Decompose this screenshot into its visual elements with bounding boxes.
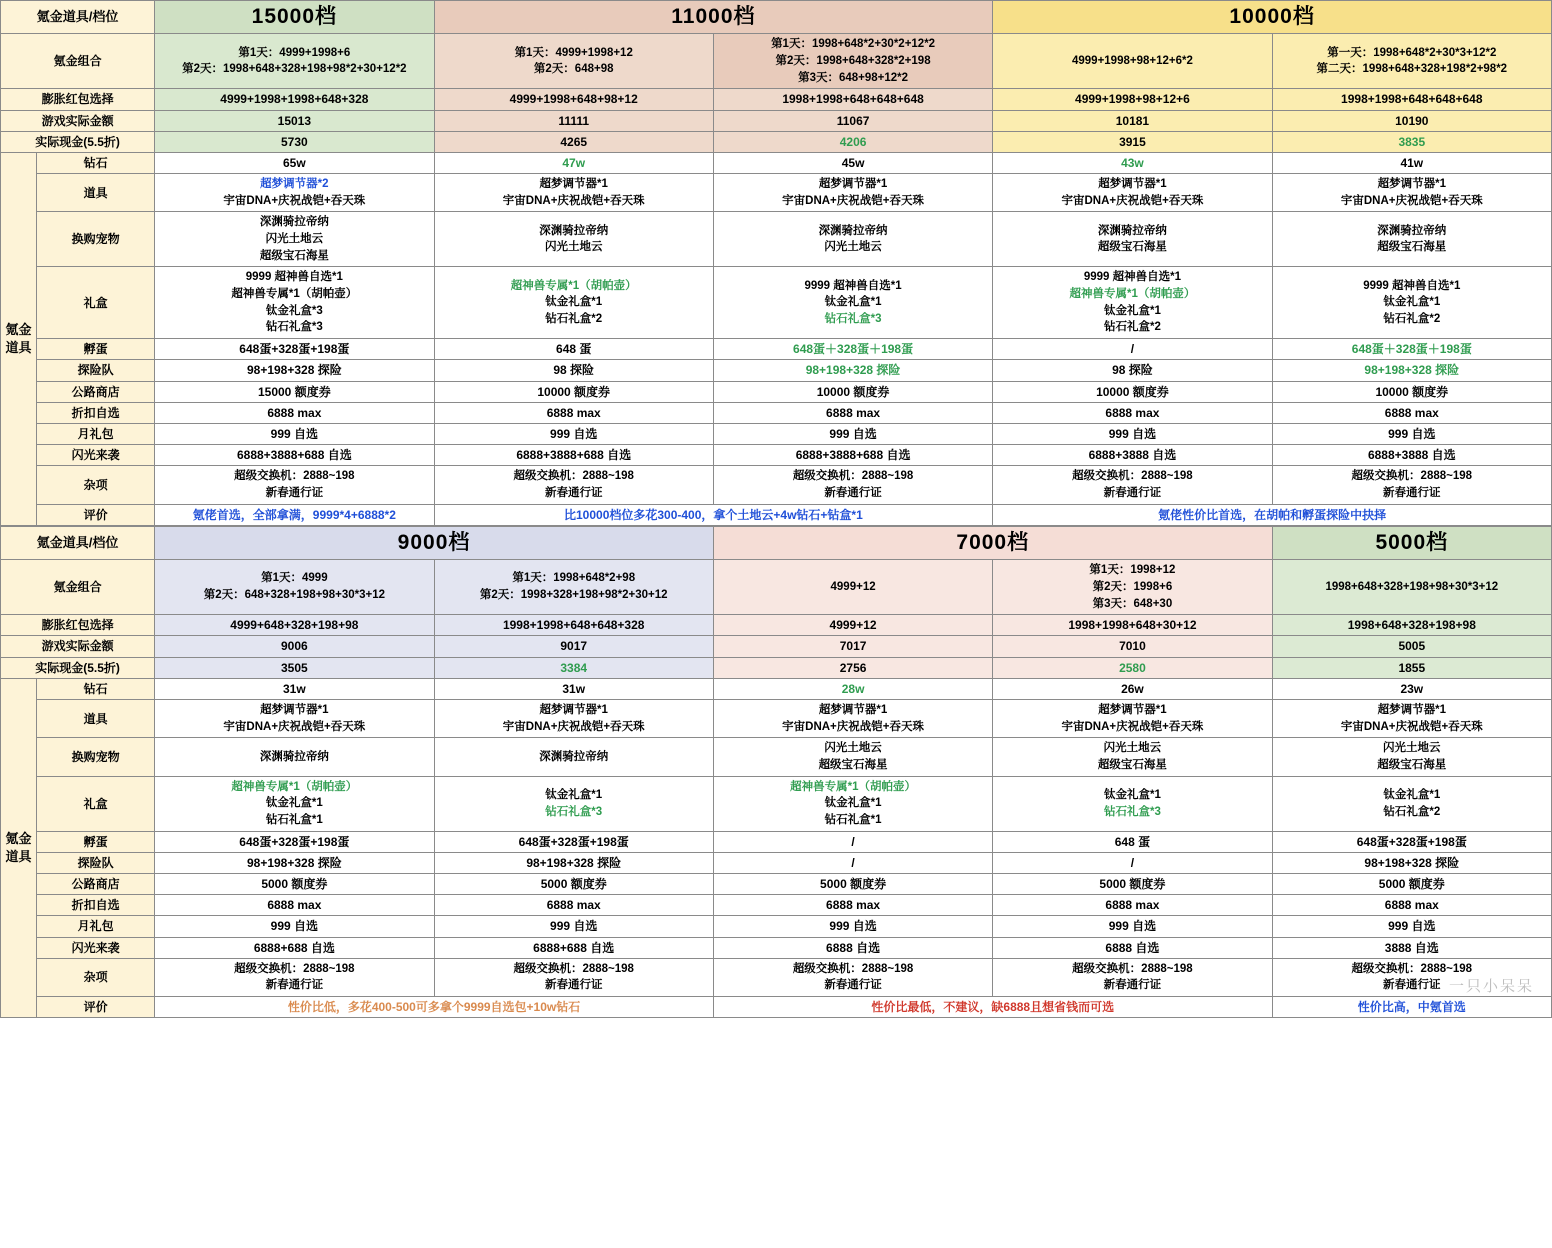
diamond-cell: 28w [713,678,992,699]
tier-header-label: 氪金道具/档位 [1,1,155,34]
giftbox-cell: 9999 超神兽自选*1 钛金礼盒*1 钻石礼盒*2 [1272,267,1551,339]
giftbox-cell: 钛金礼盒*1 钻石礼盒*2 [1272,776,1551,831]
shop-cell: 5000 额度券 [713,874,992,895]
game-amount-cell: 10181 [993,110,1272,131]
real-cash-cell: 3915 [993,131,1272,152]
game-amount-cell: 5005 [1272,636,1551,657]
monthly-cell: 999 自选 [434,916,713,937]
table1-header-row [1,1,1552,34]
pets-cell: 闪光土地云 超级宝石海星 [1272,738,1551,776]
game-amount-cell: 10190 [1272,110,1551,131]
misc-cell: 超级交换机：2888~198 新春通行证 [155,466,434,504]
real-cash-cell: 3835 [1272,131,1551,152]
expedition-cell: / [713,852,992,873]
misc-cell: 超级交换机：2888~198 新春通行证 [993,466,1272,504]
eggs-cell: / [713,831,992,852]
combo-cell: 第1天：1998+648*2+98 第2天：1998+328+198+98*2+30+12 [434,560,713,615]
monthly-cell: 999 自选 [713,916,992,937]
eggs-cell: 648蛋+328蛋+198蛋 [155,339,434,360]
flash-cell: 6888+3888 自选 [1272,445,1551,466]
flash-cell: 6888+3888+688 自选 [713,445,992,466]
misc-cell: 超级交换机：2888~198 新春通行证 [1272,958,1551,996]
eggs-cell: 648蛋+328蛋+198蛋 [1272,831,1551,852]
table2-redpacket-row [1,615,1552,636]
table2-pets-row [1,738,1552,776]
pets-cell: 闪光土地云 超级宝石海星 [713,738,992,776]
combo-cell: 4999+12 [713,560,992,615]
table1-gameamount-row [1,110,1552,131]
giftbox-cell: 钛金礼盒*1 钻石礼盒*3 [993,776,1272,831]
shop-cell: 10000 额度券 [993,381,1272,402]
flash-cell: 6888 自选 [993,937,1272,958]
row-label-diamond-2: 钻石 [37,678,155,699]
row-label-eggs: 孵蛋 [37,339,155,360]
table2-eggs-row [1,831,1552,852]
row-label-redpacket: 膨胀红包选择 [1,89,155,110]
misc-cell: 超级交换机：2888~198 新春通行证 [713,958,992,996]
table1-redpacket-row [1,89,1552,110]
table1-shop-row [1,381,1552,402]
eggs-cell: 648 蛋 [434,339,713,360]
props-cell: 超梦调节器*1 宇宙DNA+庆祝战铠+吞天珠 [1272,699,1551,737]
props-cell: 超梦调节器*1 宇宙DNA+庆祝战铠+吞天珠 [1272,174,1551,212]
row-label-expedition: 探险队 [37,360,155,381]
row-label-review-2: 评价 [37,997,155,1018]
table1-expedition-row [1,360,1552,381]
table1-pets-row [1,212,1552,267]
flash-cell: 3888 自选 [1272,937,1551,958]
shop-cell: 10000 额度券 [713,381,992,402]
table2-giftbox-row [1,776,1552,831]
giftbox-cell: 9999 超神兽自选*1 超神兽专属*1（胡帕壶） 钛金礼盒*3 钻石礼盒*3 [155,267,434,339]
discount-cell: 6888 max [434,402,713,423]
table2-props-row [1,699,1552,737]
redpacket-cell: 1998+1998+648+648+648 [1272,89,1551,110]
pets-cell: 闪光土地云 超级宝石海星 [993,738,1272,776]
monthly-cell: 999 自选 [434,423,713,444]
row-label-discount: 折扣自选 [37,402,155,423]
props-cell: 超梦调节器*2 宇宙DNA+庆祝战铠+吞天珠 [155,174,434,212]
row-label-shop: 公路商店 [37,381,155,402]
real-cash-cell: 3384 [434,657,713,678]
redpacket-cell: 1998+1998+648+30+12 [993,615,1272,636]
expedition-cell: 98 探险 [993,360,1272,381]
table1-props-row [1,174,1552,212]
row-label-giftbox-2: 礼盒 [37,776,155,831]
redpacket-cell: 4999+648+328+198+98 [155,615,434,636]
row-label-misc: 杂项 [37,466,155,504]
game-amount-cell: 7017 [713,636,992,657]
pets-cell: 深渊骑拉帝纳 [434,738,713,776]
row-label-real-cash: 实际现金(5.5折) [1,131,155,152]
eggs-cell: / [993,339,1272,360]
expedition-cell: 98+198+328 探险 [1272,360,1551,381]
combo-cell: 第1天：4999+1998+12 第2天：648+98 [434,34,713,89]
tier-header-7000: 7000档 [713,526,1272,559]
review-cell: 性价比高，中氪首选 [1272,997,1551,1018]
redpacket-cell: 1998+1998+648+648+328 [434,615,713,636]
table2-flash-row [1,937,1552,958]
monthly-cell: 999 自选 [155,423,434,444]
side-label-items: 氪金道具 [1,152,37,525]
table2-gameamount-row [1,636,1552,657]
table1-giftbox-row [1,267,1552,339]
game-amount-cell: 9017 [434,636,713,657]
table2-combo-row [1,560,1552,615]
giftbox-cell: 9999 超神兽自选*1 钛金礼盒*1 钻石礼盒*3 [713,267,992,339]
props-cell: 超梦调节器*1 宇宙DNA+庆祝战铠+吞天珠 [713,174,992,212]
monthly-cell: 999 自选 [1272,423,1551,444]
discount-cell: 6888 max [1272,895,1551,916]
table2-shop-row [1,874,1552,895]
tier-header-label-2: 氪金道具/档位 [1,526,155,559]
table2-expedition-row [1,852,1552,873]
row-label-monthly-2: 月礼包 [37,916,155,937]
tier-comparison-table-bottom [0,526,1552,1018]
shop-cell: 5000 额度券 [434,874,713,895]
combo-cell: 第一天：1998+648*2+30*3+12*2 第二天：1998+648+328+198*2+98*2 [1272,34,1551,89]
side-label-items-2: 氪金道具 [1,678,37,1018]
misc-cell: 超级交换机：2888~198 新春通行证 [1272,466,1551,504]
flash-cell: 6888+3888 自选 [993,445,1272,466]
eggs-cell: 648 蛋 [993,831,1272,852]
row-label-expedition-2: 探险队 [37,852,155,873]
misc-cell: 超级交换机：2888~198 新春通行证 [155,958,434,996]
table1-misc-row [1,466,1552,504]
discount-cell: 6888 max [713,895,992,916]
table1-realcash-row [1,131,1552,152]
shop-cell: 5000 额度券 [993,874,1272,895]
combo-cell: 第1天：1998+648*2+30*2+12*2 第2天：1998+648+328*2+198 第3天：648+98+12*2 [713,34,992,89]
combo-cell: 4999+1998+98+12+6*2 [993,34,1272,89]
pets-cell: 深渊骑拉帝纳 [155,738,434,776]
row-label-combo: 氪金组合 [1,34,155,89]
pets-cell: 深渊骑拉帝纳 超级宝石海星 [1272,212,1551,267]
giftbox-cell: 超神兽专属*1（胡帕壶） 钛金礼盒*1 钻石礼盒*1 [713,776,992,831]
row-label-game-amount: 游戏实际金额 [1,110,155,131]
discount-cell: 6888 max [713,402,992,423]
tier-header-5000: 5000档 [1272,526,1551,559]
discount-cell: 6888 max [155,402,434,423]
row-label-real-cash-2: 实际现金(5.5折) [1,657,155,678]
table1-combo-row [1,34,1552,89]
props-cell: 超梦调节器*1 宇宙DNA+庆祝战铠+吞天珠 [713,699,992,737]
table2-discount-row [1,895,1552,916]
expedition-cell: 98+198+328 探险 [155,360,434,381]
row-label-eggs-2: 孵蛋 [37,831,155,852]
real-cash-cell: 5730 [155,131,434,152]
real-cash-cell: 3505 [155,657,434,678]
redpacket-cell: 1998+1998+648+648+648 [713,89,992,110]
game-amount-cell: 15013 [155,110,434,131]
props-cell: 超梦调节器*1 宇宙DNA+庆祝战铠+吞天珠 [155,699,434,737]
giftbox-cell: 超神兽专属*1（胡帕壶） 钛金礼盒*1 钻石礼盒*1 [155,776,434,831]
redpacket-cell: 1998+648+328+198+98 [1272,615,1551,636]
redpacket-cell: 4999+1998+648+98+12 [434,89,713,110]
table2-review-row [1,997,1552,1018]
flash-cell: 6888+3888+688 自选 [434,445,713,466]
giftbox-cell: 钛金礼盒*1 钻石礼盒*3 [434,776,713,831]
expedition-cell: 98+198+328 探险 [713,360,992,381]
flash-cell: 6888 自选 [713,937,992,958]
flash-cell: 6888+3888+688 自选 [155,445,434,466]
review-cell: 氪佬首选，全部拿满，9999*4+6888*2 [155,504,434,525]
game-amount-cell: 11067 [713,110,992,131]
diamond-cell: 45w [713,152,992,173]
giftbox-cell: 超神兽专属*1（胡帕壶） 钛金礼盒*1 钻石礼盒*2 [434,267,713,339]
row-label-discount-2: 折扣自选 [37,895,155,916]
misc-cell: 超级交换机：2888~198 新春通行证 [713,466,992,504]
pets-cell: 深渊骑拉帝纳 超级宝石海星 [993,212,1272,267]
shop-cell: 15000 额度券 [155,381,434,402]
discount-cell: 6888 max [993,895,1272,916]
props-cell: 超梦调节器*1 宇宙DNA+庆祝战铠+吞天珠 [993,174,1272,212]
game-amount-cell: 9006 [155,636,434,657]
table2-header-row [1,526,1552,559]
table1-discount-row [1,402,1552,423]
diamond-cell: 23w [1272,678,1551,699]
diamond-cell: 26w [993,678,1272,699]
row-label-pets: 换购宠物 [37,212,155,267]
combo-cell: 1998+648+328+198+98+30*3+12 [1272,560,1551,615]
combo-cell: 第1天：4999+1998+6 第2天：1998+648+328+198+98*2+30+12*2 [155,34,434,89]
redpacket-cell: 4999+1998+98+12+6 [993,89,1272,110]
diamond-cell: 43w [993,152,1272,173]
diamond-cell: 65w [155,152,434,173]
diamond-cell: 41w [1272,152,1551,173]
monthly-cell: 999 自选 [713,423,992,444]
giftbox-cell: 9999 超神兽自选*1 超神兽专属*1（胡帕壶） 钛金礼盒*1 钻石礼盒*2 [993,267,1272,339]
table2-misc-row [1,958,1552,996]
table1-monthly-row [1,423,1552,444]
props-cell: 超梦调节器*1 宇宙DNA+庆祝战铠+吞天珠 [434,174,713,212]
row-label-review: 评价 [37,504,155,525]
combo-cell: 第1天：1998+12 第2天：1998+6 第3天：648+30 [993,560,1272,615]
expedition-cell: 98+198+328 探险 [434,852,713,873]
tier-comparison-table-top [0,0,1552,526]
row-label-flash: 闪光来袭 [37,445,155,466]
review-cell: 比10000档位多花300-400，拿个土地云+4w钻石+钻盒*1 [434,504,993,525]
table2-monthly-row [1,916,1552,937]
review-cell: 氪佬性价比首选，在胡帕和孵蛋探险中抉择 [993,504,1552,525]
game-amount-cell: 7010 [993,636,1272,657]
tier-header-9000: 9000档 [155,526,714,559]
expedition-cell: / [993,852,1272,873]
eggs-cell: 648蛋＋328蛋＋198蛋 [713,339,992,360]
shop-cell: 5000 额度券 [155,874,434,895]
eggs-cell: 648蛋＋328蛋＋198蛋 [1272,339,1551,360]
row-label-props: 道具 [37,174,155,212]
pets-cell: 深渊骑拉帝纳 闪光土地云 [713,212,992,267]
row-label-props-2: 道具 [37,699,155,737]
row-label-flash-2: 闪光来袭 [37,937,155,958]
row-label-misc-2: 杂项 [37,958,155,996]
row-label-monthly: 月礼包 [37,423,155,444]
misc-cell: 超级交换机：2888~198 新春通行证 [434,466,713,504]
table1-review-row [1,504,1552,525]
monthly-cell: 999 自选 [1272,916,1551,937]
table1-flash-row [1,445,1552,466]
props-cell: 超梦调节器*1 宇宙DNA+庆祝战铠+吞天珠 [993,699,1272,737]
misc-cell: 超级交换机：2888~198 新春通行证 [993,958,1272,996]
row-label-shop-2: 公路商店 [37,874,155,895]
props-cell: 超梦调节器*1 宇宙DNA+庆祝战铠+吞天珠 [434,699,713,737]
table2-realcash-row [1,657,1552,678]
row-label-redpacket-2: 膨胀红包选择 [1,615,155,636]
discount-cell: 6888 max [993,402,1272,423]
tier-header-11000: 11000档 [434,1,993,34]
tier-header-10000: 10000档 [993,1,1552,34]
real-cash-cell: 4206 [713,131,992,152]
shop-cell: 5000 额度券 [1272,874,1551,895]
shop-cell: 10000 额度券 [1272,381,1551,402]
real-cash-cell: 2580 [993,657,1272,678]
diamond-cell: 31w [155,678,434,699]
real-cash-cell: 1855 [1272,657,1551,678]
redpacket-cell: 4999+1998+1998+648+328 [155,89,434,110]
expedition-cell: 98 探险 [434,360,713,381]
row-label-giftbox: 礼盒 [37,267,155,339]
real-cash-cell: 2756 [713,657,992,678]
tier-header-15000: 15000档 [155,1,434,34]
redpacket-cell: 4999+12 [713,615,992,636]
shop-cell: 10000 额度券 [434,381,713,402]
review-cell: 性价比低，多花400-500可多拿个9999自选包+10w钻石 [155,997,714,1018]
flash-cell: 6888+688 自选 [434,937,713,958]
table2-diamond-row [1,678,1552,699]
diamond-cell: 31w [434,678,713,699]
eggs-cell: 648蛋+328蛋+198蛋 [155,831,434,852]
pets-cell: 深渊骑拉帝纳 闪光土地云 [434,212,713,267]
row-label-game-amount-2: 游戏实际金额 [1,636,155,657]
monthly-cell: 999 自选 [155,916,434,937]
table1-eggs-row [1,339,1552,360]
row-label-combo-2: 氪金组合 [1,560,155,615]
row-label-diamond: 钻石 [37,152,155,173]
pets-cell: 深渊骑拉帝纳 闪光土地云 超级宝石海星 [155,212,434,267]
monthly-cell: 999 自选 [993,916,1272,937]
expedition-cell: 98+198+328 探险 [155,852,434,873]
monthly-cell: 999 自选 [993,423,1272,444]
misc-cell: 超级交换机：2888~198 新春通行证 [434,958,713,996]
real-cash-cell: 4265 [434,131,713,152]
discount-cell: 6888 max [1272,402,1551,423]
watermark: 一只小呆呆 [1448,978,1534,996]
expedition-cell: 98+198+328 探险 [1272,852,1551,873]
discount-cell: 6888 max [434,895,713,916]
eggs-cell: 648蛋+328蛋+198蛋 [434,831,713,852]
diamond-cell: 47w [434,152,713,173]
discount-cell: 6888 max [155,895,434,916]
review-cell: 性价比最低，不建议，缺6888且想省钱而可选 [713,997,1272,1018]
flash-cell: 6888+688 自选 [155,937,434,958]
table1-diamond-row [1,152,1552,173]
game-amount-cell: 11111 [434,110,713,131]
combo-cell: 第1天：4999 第2天：648+328+198+98+30*3+12 [155,560,434,615]
row-label-pets-2: 换购宠物 [37,738,155,776]
